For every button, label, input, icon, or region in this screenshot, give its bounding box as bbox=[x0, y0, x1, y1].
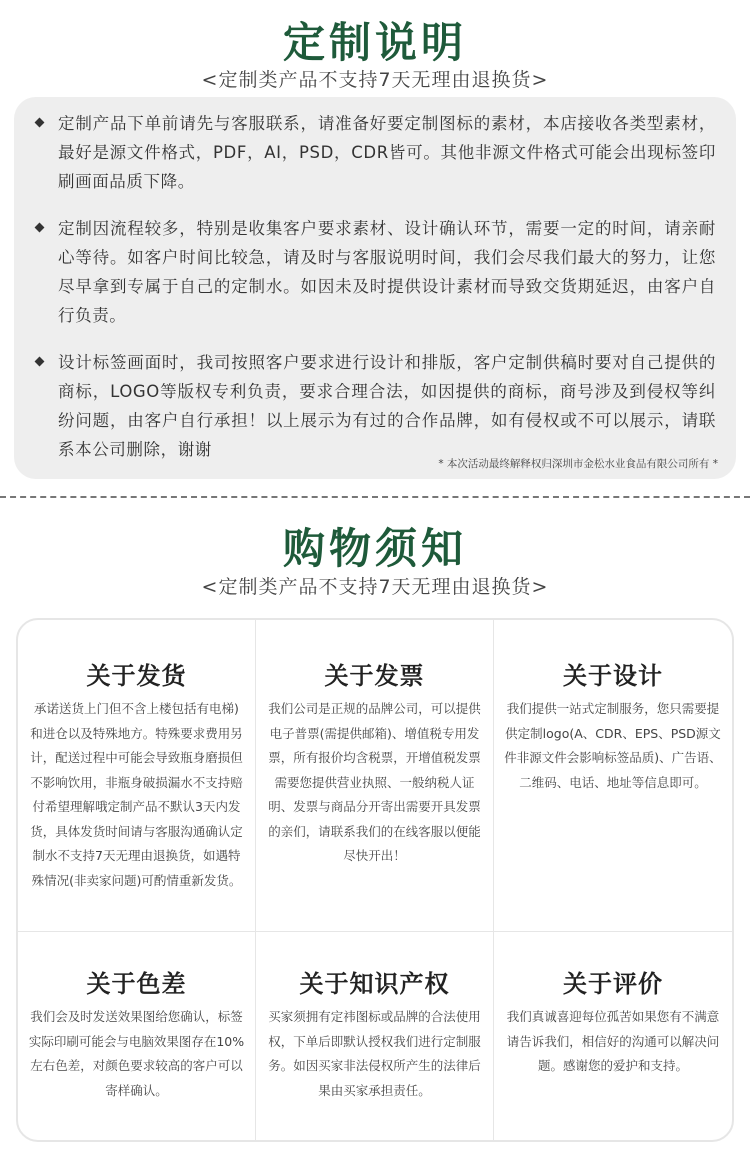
dashed-divider bbox=[0, 496, 750, 498]
notice-card-invoice bbox=[256, 620, 494, 932]
card-text: 承诺送货上门但不含上楼包括有电梯)和进仓以及特殊地方。特殊要求费用另计，配送过程中可能会导致瓶身磨损但不影响饮用，非瓶身破损漏水不支持赔付希望理解哦定制产品不默认3天内发货，具体发货时间请与客服沟通确认定制水不支持7天无理由退换货，如遇特殊情况(非卖家问题)可酌情重新发货。 bbox=[30, 701, 243, 888]
notice-card-review bbox=[494, 932, 732, 1140]
shopping-notice-subtitle: <定制类产品不支持7天无理由退换货> bbox=[201, 576, 549, 598]
notice-card-shipping bbox=[18, 620, 256, 932]
disclaimer-footnote: * 本次活动最终解释权归深圳市金松水业食品有限公司所有 * bbox=[438, 458, 718, 470]
customization-title: 定制说明 bbox=[282, 18, 467, 67]
card-title: 关于发货 bbox=[86, 662, 187, 690]
note-item bbox=[36, 348, 716, 464]
notice-card-design bbox=[494, 620, 732, 932]
notice-card-color-difference bbox=[18, 932, 256, 1140]
notice-card-intellectual-property bbox=[256, 932, 494, 1140]
card-text: 我们会及时发送效果图给您确认，标签实际印刷可能会与电脑效果图存在10%左右色差，对颜色要求较高的客户可以寄样确认。 bbox=[28, 1009, 245, 1098]
card-text: 我们提供一站式定制服务，您只需要提供定制logo(A、CDR、EPS、PSD源文件非源文件会影响标签品质)、广告语、二维码、电话、地址等信息即可。 bbox=[504, 701, 722, 790]
card-title: 关于评价 bbox=[563, 970, 663, 998]
notice-card-grid bbox=[16, 618, 734, 1142]
customization-subtitle: <定制类产品不支持7天无理由退换货> bbox=[201, 69, 549, 91]
note-text: 定制因流程较多，特别是收集客户要求素材、设计确认环节，需要一定的时间，请亲耐心等待。如客户时间比较急，请及时与客服说明时间，我们会尽我们最大的努力，让您尽早拿到专属于自己的定制水。如因未及时提供设计素材而导致交货期延迟，由客户自行负责。 bbox=[58, 219, 716, 325]
note-text: 设计标签画面时，我司按照客户要求进行设计和排版，客户定制供稿时要对自己提供的商标，LOGO等版权专利负责，要求合理合法，如因提供的商标，商号涉及到侵权等纠纷问题，由客户自行承担！以上展示为有过的合作品牌，如有侵权或不可以展示，请联系本公司删除，谢谢 bbox=[58, 353, 716, 459]
diamond-bullet-icon bbox=[35, 357, 45, 367]
diamond-bullet-icon bbox=[35, 223, 45, 233]
card-title: 关于知识产权 bbox=[299, 970, 450, 998]
card-title: 关于色差 bbox=[86, 970, 187, 998]
card-text: 买家须拥有定祎图标或品牌的合法使用权，下单后即默认授权我们进行定制服务。如因买家非法侵权所产生的法律后果由买家承担责任。 bbox=[268, 1009, 481, 1098]
diamond-bullet-icon bbox=[35, 118, 45, 128]
shopping-notice-title: 购物须知 bbox=[282, 524, 467, 573]
card-title: 关于设计 bbox=[563, 662, 663, 690]
card-text: 我们公司是正规的品牌公司，可以提供电子普票(需提供邮箱)、增值税专用发票，所有报价均含税票，开增值税发票需要您提供营业执照、一般纳税人证明、发票与商品分开寄出需要开具发票的亲们，请联系我们的在线客服以便能尽快开出！ bbox=[268, 701, 481, 863]
note-item bbox=[36, 214, 716, 330]
card-title: 关于发票 bbox=[324, 662, 425, 690]
note-text: 定制产品下单前请先与客服联系，请准备好要定制图标的素材，本店接收各类型素材，最好是源文件格式，PDF，AI，PSD，CDR皆可。其他非源文件格式可能会出现标签印刷画面品质下降。 bbox=[58, 114, 716, 191]
card-text: 我们真诚喜迎每位孤苦如果您有不满意请告诉我们，相信好的沟通可以解决问题。感谢您的爱护和支持。 bbox=[506, 1009, 720, 1073]
customization-notes-box bbox=[14, 97, 736, 479]
note-item bbox=[36, 109, 716, 196]
